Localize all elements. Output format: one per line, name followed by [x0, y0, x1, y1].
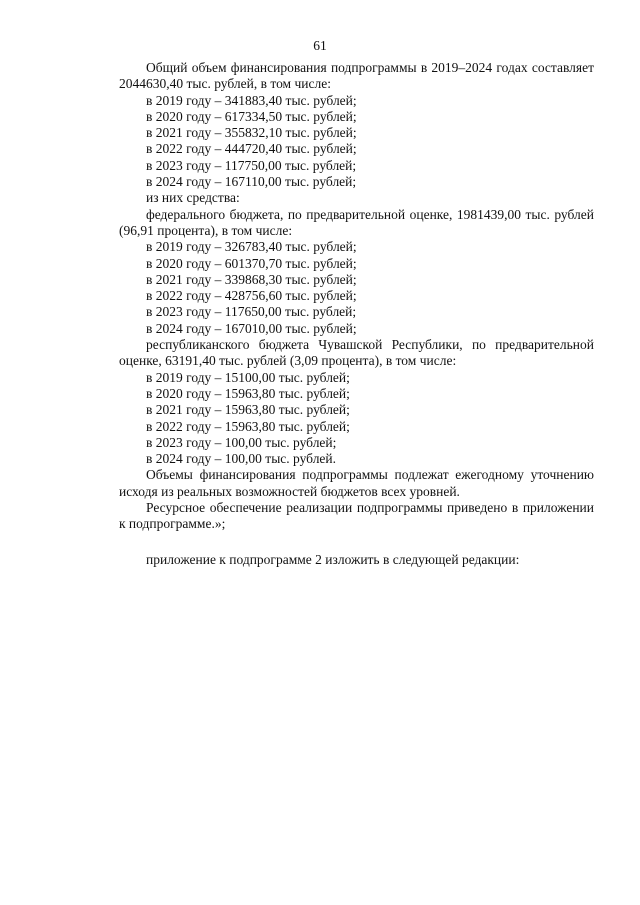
list-item: в 2022 году – 428756,60 тыс. рублей;: [146, 288, 357, 304]
clarification-paragraph: Объемы финансирования подпрограммы подлежат ежегодному уточнению исходя из реальных возможностей бюджетов всех уровней.: [119, 467, 594, 499]
of-which-label: из них средства:: [146, 190, 240, 206]
list-item: в 2021 году – 339868,30 тыс. рублей;: [146, 271, 357, 287]
federal-budget-intro: федерального бюджета, по предварительной оценке, 1981439,00 тыс. рублей (96,91 процента), в том числе:: [119, 206, 594, 238]
list-item: в 2021 году – 15963,80 тыс. рублей;: [146, 402, 350, 418]
list-item: в 2020 году – 601370,70 тыс. рублей;: [146, 255, 357, 271]
list-item: в 2022 году – 444720,40 тыс. рублей;: [146, 141, 357, 157]
page-number: 61: [313, 38, 327, 53]
list-item: в 2019 году – 15100,00 тыс. рублей;: [146, 369, 350, 385]
resource-note-paragraph: Ресурсное обеспечение реализации подпрограммы приведено в приложении к подпрограмме.»;: [119, 500, 594, 532]
list-item: в 2019 году – 341883,40 тыс. рублей;: [146, 92, 357, 108]
list-item: в 2023 году – 100,00 тыс. рублей;: [146, 434, 337, 450]
list-item: в 2023 году – 117750,00 тыс. рублей;: [146, 157, 357, 173]
list-item: в 2024 году – 167110,00 тыс. рублей;: [146, 174, 357, 190]
list-item: в 2022 году – 15963,80 тыс. рублей;: [146, 418, 350, 434]
paragraph-gap: [119, 533, 594, 552]
total-funding-years-list: [119, 93, 594, 191]
list-item: в 2020 году – 617334,50 тыс. рублей;: [146, 108, 357, 124]
list-item: в 2023 году – 117650,00 тыс. рублей;: [146, 304, 357, 320]
federal-budget-years-list: [119, 239, 594, 337]
total-funding-intro: Общий объем финансирования подпрограммы в 2019–2024 годах составляет 2044630,40 тыс. рублей, в том числе:: [119, 60, 594, 92]
republic-budget-years-list: [119, 370, 594, 468]
appendix-note-paragraph: приложение к подпрограмме 2 изложить в следующей редакции:: [146, 551, 520, 567]
list-item: в 2021 году – 355832,10 тыс. рублей;: [146, 125, 357, 141]
republic-budget-intro: республиканского бюджета Чувашской Республики, по предварительной оценке, 63191,40 тыс. рублей (3,09 процента), в том числе:: [119, 337, 594, 369]
list-item: в 2024 году – 167010,00 тыс. рублей;: [146, 320, 357, 336]
list-item: в 2020 году – 15963,80 тыс. рублей;: [146, 385, 350, 401]
list-item: в 2019 году – 326783,40 тыс. рублей;: [146, 239, 357, 255]
list-item: в 2024 году – 100,00 тыс. рублей.: [146, 451, 337, 467]
document-body: [119, 60, 594, 568]
